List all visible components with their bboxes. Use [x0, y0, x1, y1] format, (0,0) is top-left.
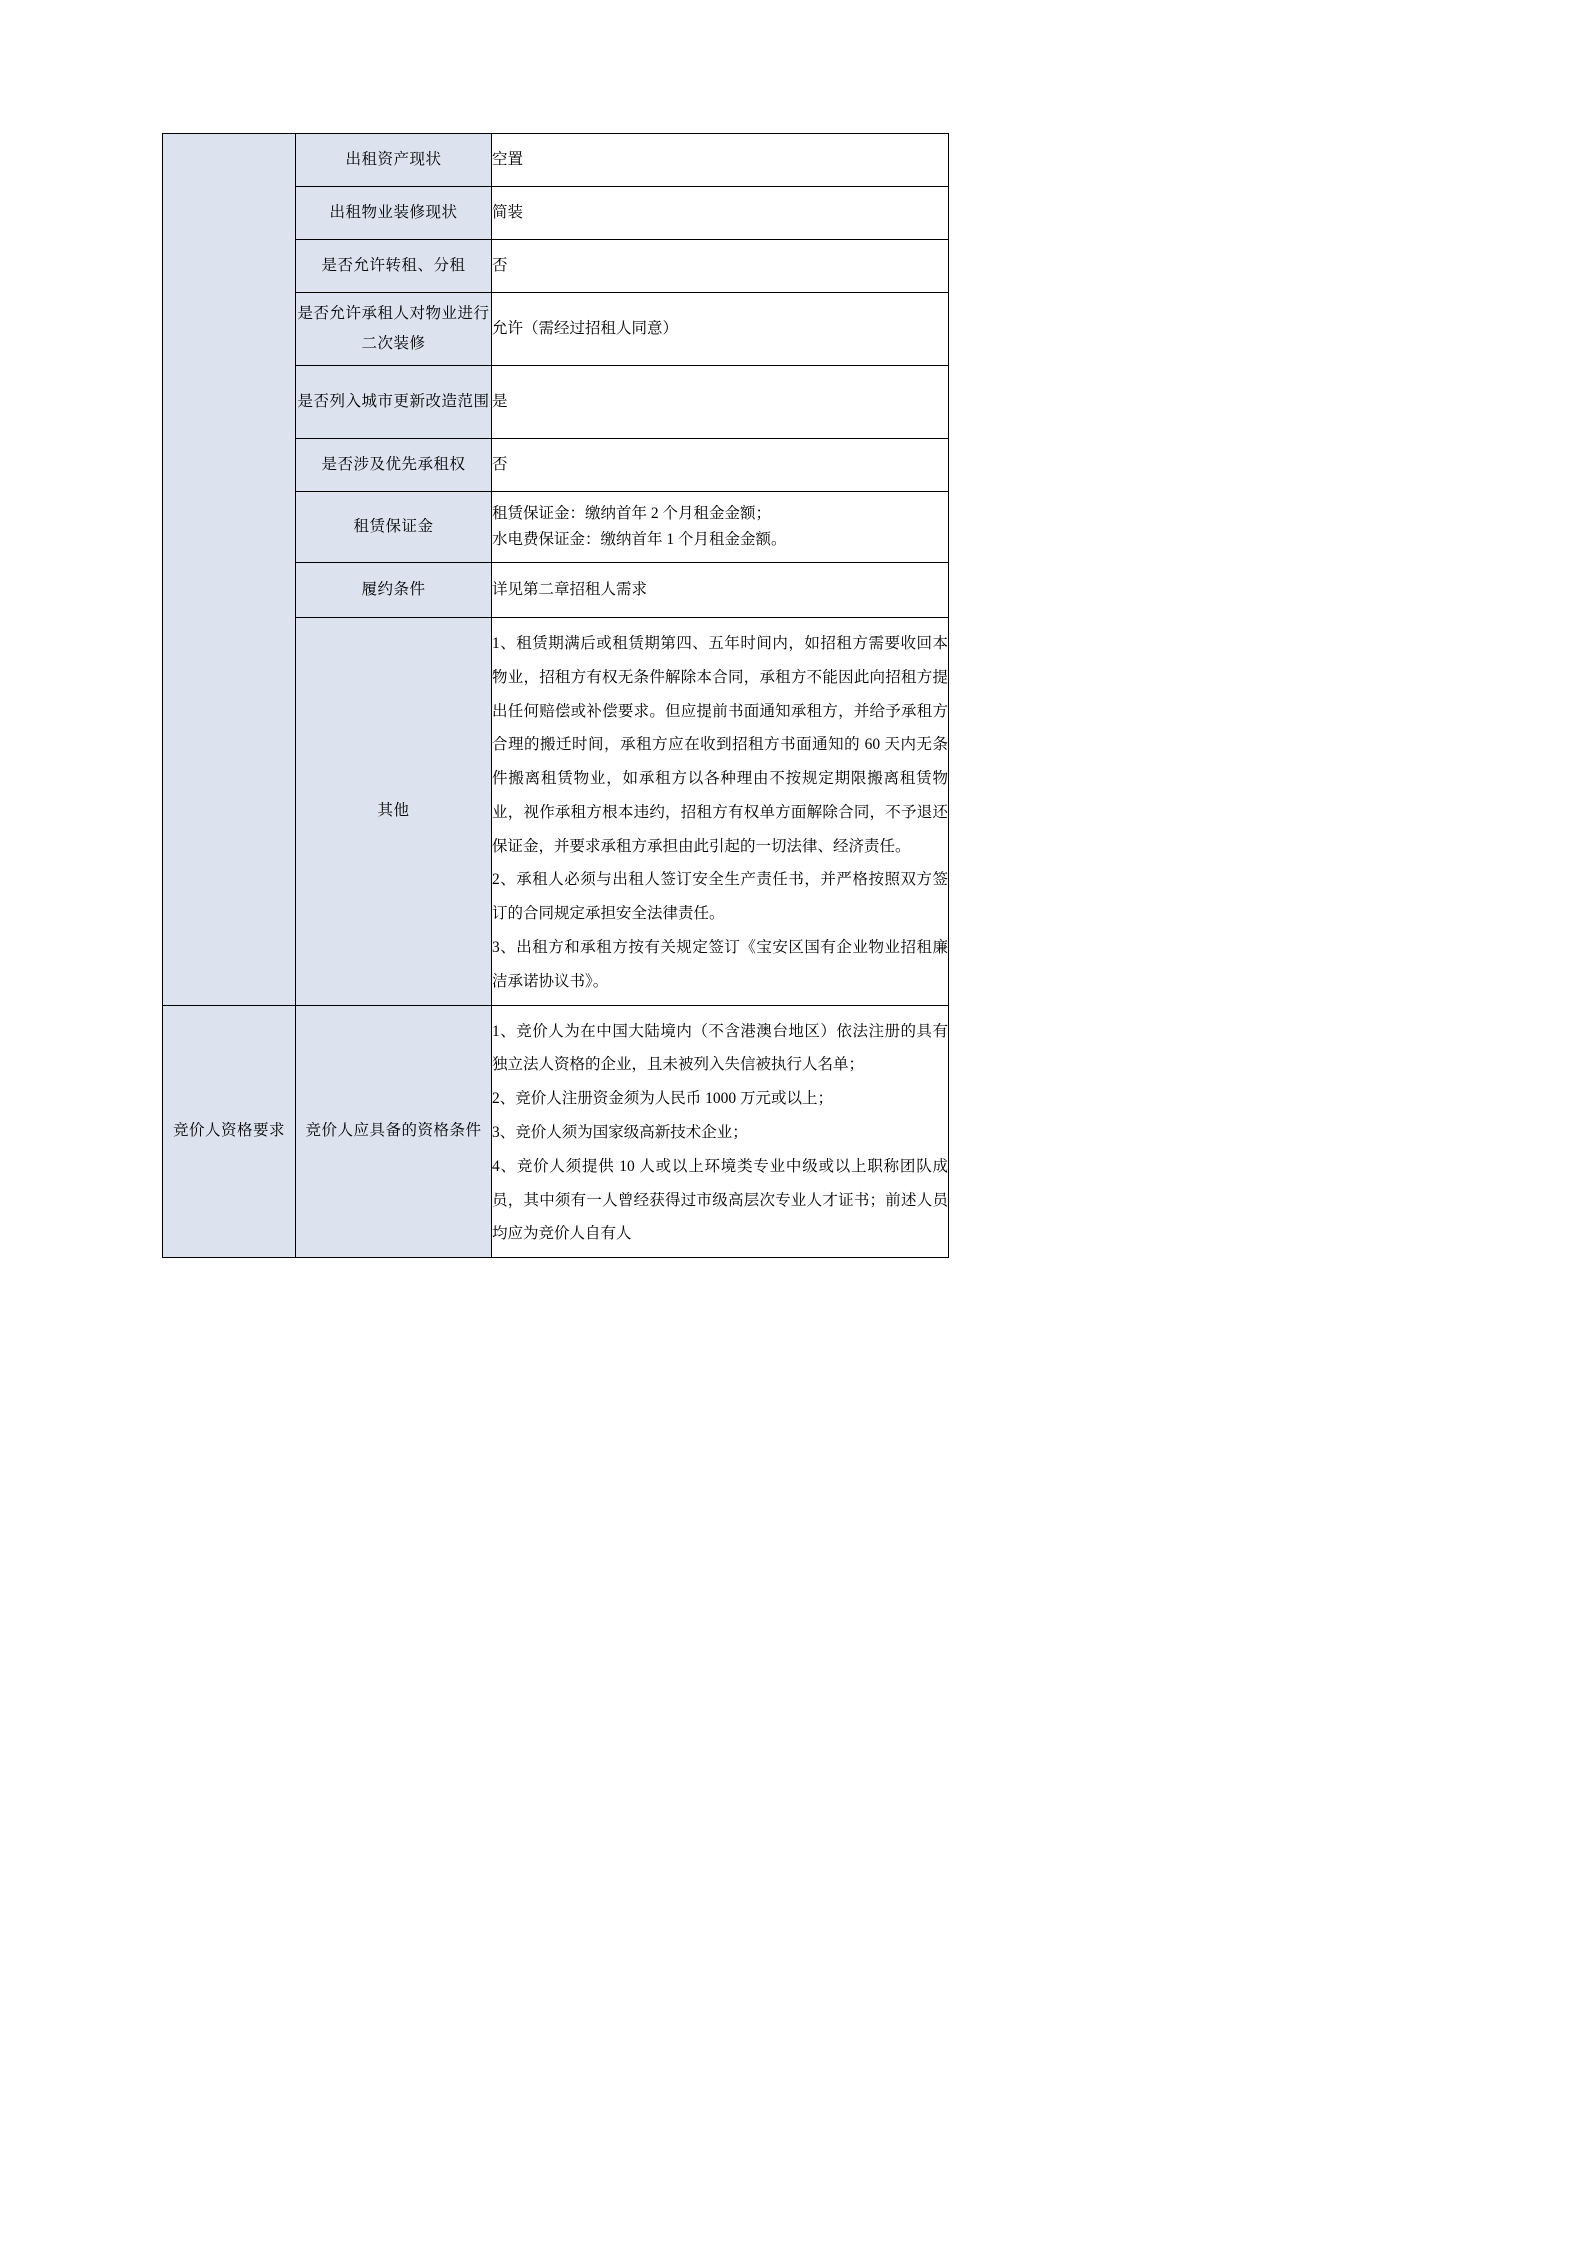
row-label-performance-conditions: 履约条件 — [296, 563, 492, 618]
other-paragraph-1: 1、租赁期满后或租赁期第四、五年时间内，如招租方需要收回本物业，招租方有权无条件解除本合同，承租方不能因此向招租方提出任何赔偿或补偿要求。但应提前书面通知承租方，并给予承租方合理的搬迁时间，承租方应在收到招租方书面通知的 60 天内无条件搬离租赁物业，如承租方以各种理由不按规定期限搬离租赁物业，视作承租方根本违约，招租方有权单方面解除合同，不予退还保证金，并要求承租方承担由此引起的一切法律、经济责任。 — [492, 635, 948, 855]
lease-deposit-line-1: 租赁保证金：缴纳首年 2 个月租金金额； — [492, 505, 772, 523]
category-cell-bidder-qualification: 竞价人资格要求 — [163, 1005, 296, 1257]
row-label-bidder-conditions: 竞价人应具备的资格条件 — [296, 1005, 492, 1257]
lease-deposit-line-2: 水电费保证金：缴纳首年 1 个月租金金额。 — [492, 531, 787, 548]
row-value-performance-conditions: 详见第二章招租人需求 — [492, 563, 949, 618]
bidder-condition-3: 3、竞价人须为国家级高新技术企业； — [492, 1123, 748, 1141]
row-label-asset-status: 出租资产现状 — [296, 134, 492, 187]
other-paragraph-3: 3、出租方和承租方按有关规定签订《宝安区国有企业物业招租廉洁承诺协议书》。 — [492, 939, 948, 990]
row-label-other: 其他 — [296, 618, 492, 1006]
row-value-secondary-renovation: 允许（需经过招租人同意） — [492, 293, 949, 366]
row-value-priority-lease-right: 否 — [492, 439, 949, 492]
row-label-lease-deposit: 租赁保证金 — [296, 492, 492, 563]
row-label-decoration-status: 出租物业装修现状 — [296, 187, 492, 240]
row-label-sublease-allowed: 是否允许转租、分租 — [296, 240, 492, 293]
row-value-lease-deposit — [492, 492, 949, 563]
row-value-urban-renewal: 是 — [492, 366, 949, 439]
category-cell-blank — [163, 134, 296, 1006]
row-value-other — [492, 618, 949, 1006]
row-value-asset-status: 空置 — [492, 134, 949, 187]
row-label-urban-renewal: 是否列入城市更新改造范围 — [296, 366, 492, 439]
bidder-condition-1: 1、竞价人为在中国大陆境内（不含港澳台地区）依法注册的具有独立法人资格的企业，且未被列入失信被执行人名单； — [492, 1022, 948, 1074]
other-paragraph-2: 2、承租人必须与出租人签订安全生产责任书，并严格按照双方签订的合同规定承担安全法律责任。 — [492, 871, 948, 923]
row-value-sublease-allowed: 否 — [492, 240, 949, 293]
bidder-condition-2: 2、竞价人注册资金须为人民币 1000 万元或以上； — [492, 1090, 834, 1108]
row-label-secondary-renovation: 是否允许承租人对物业进行二次装修 — [296, 293, 492, 366]
table-row — [163, 134, 949, 187]
bidder-condition-4: 4、竞价人须提供 10 人或以上环境类专业中级或以上职称团队成员，其中须有一人曾经获得过市级高层次专业人才证书；前述人员均应为竞价人自有人 — [492, 1157, 948, 1243]
row-label-priority-lease-right: 是否涉及优先承租权 — [296, 439, 492, 492]
row-value-decoration-status: 简装 — [492, 187, 949, 240]
lease-terms-table — [162, 133, 949, 1258]
table-row — [163, 1005, 949, 1257]
row-value-bidder-conditions — [492, 1005, 949, 1257]
